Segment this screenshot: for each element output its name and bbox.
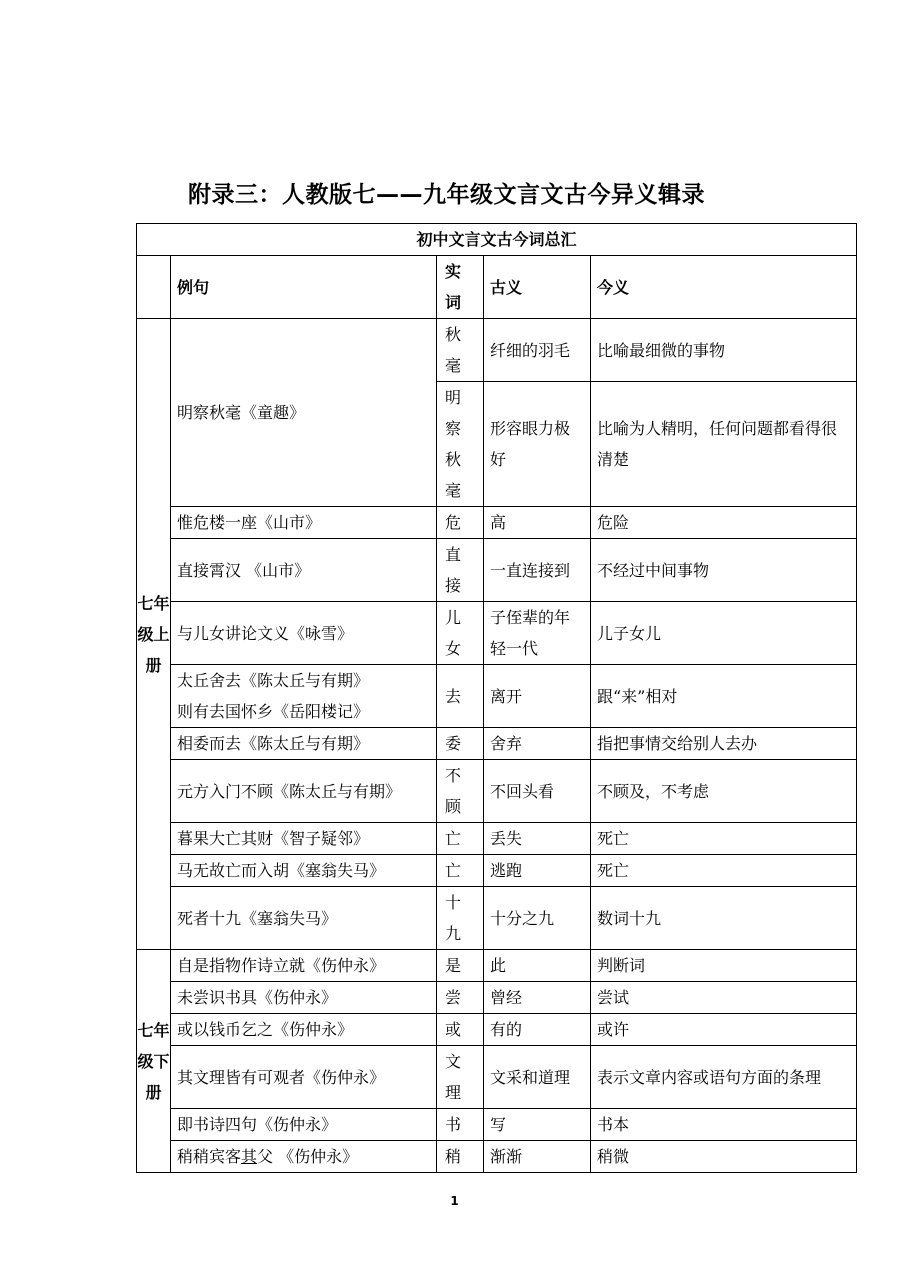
page-title: 附录三：人教版七——九年级文言文古今异义辑录	[188, 182, 705, 208]
ancient-cell: 高	[484, 507, 591, 539]
table-row	[137, 855, 857, 887]
example-cell	[171, 1141, 437, 1173]
word-cell: 儿女	[437, 602, 484, 665]
ancient-cell: 舍弃	[484, 728, 591, 760]
example-cell: 马无故亡而入胡《塞翁失马》	[171, 855, 437, 887]
word-cell: 去	[437, 665, 484, 728]
table-row	[137, 950, 857, 982]
modern-cell: 比喻为人精明，任何问题都看得很清楚	[591, 382, 857, 507]
modern-cell: 尝试	[591, 982, 857, 1014]
word-cell: 危	[437, 507, 484, 539]
word-cell: 或	[437, 1014, 484, 1046]
table-row	[137, 319, 857, 382]
example-cell	[171, 665, 437, 728]
word-cell: 十九	[437, 887, 484, 950]
ancient-cell: 此	[484, 950, 591, 982]
example-cell: 或以钱币乞之《伤仲永》	[171, 1014, 437, 1046]
example-cell: 即书诗四句《伤仲永》	[171, 1109, 437, 1141]
example-text: 稍稍宾客	[177, 1147, 242, 1166]
word-cell: 委	[437, 728, 484, 760]
example-cell: 自是指物作诗立就《伤仲永》	[171, 950, 437, 982]
word-cell: 秋毫	[437, 319, 484, 382]
ancient-cell: 有的	[484, 1014, 591, 1046]
table-row	[137, 1046, 857, 1109]
ancient-cell: 十分之九	[484, 887, 591, 950]
example-cell: 元方入门不顾《陈太丘与有期》	[171, 760, 437, 823]
word-cell: 直接	[437, 539, 484, 602]
ancient-cell: 纤细的羽毛	[484, 319, 591, 382]
word-cell: 尝	[437, 982, 484, 1014]
ancient-cell: 子侄辈的年轻一代	[484, 602, 591, 665]
example-line: 则有去国怀乡《岳阳楼记》	[177, 702, 370, 721]
table-row	[137, 823, 857, 855]
example-cell: 惟危楼一座《山市》	[171, 507, 437, 539]
modern-cell: 判断词	[591, 950, 857, 982]
modern-cell: 或许	[591, 1014, 857, 1046]
example-cell: 与儿女讲论文义《咏雪》	[171, 602, 437, 665]
ancient-cell: 曾经	[484, 982, 591, 1014]
ancient-cell: 文采和道理	[484, 1046, 591, 1109]
word-cell: 不顾	[437, 760, 484, 823]
table-row	[137, 728, 857, 760]
ancient-cell: 渐渐	[484, 1141, 591, 1173]
word-cell: 亡	[437, 823, 484, 855]
ancient-cell: 逃跑	[484, 855, 591, 887]
table-row	[137, 665, 857, 728]
table-row	[137, 507, 857, 539]
table-row	[137, 1014, 857, 1046]
page-number: 1	[450, 1194, 459, 1208]
table-row	[137, 887, 857, 950]
ancient-cell: 写	[484, 1109, 591, 1141]
underlined-word: 其	[241, 1147, 258, 1166]
table-row	[137, 602, 857, 665]
example-cell: 直接霄汉 《山市》	[171, 539, 437, 602]
example-text: 父 《伤仲永》	[257, 1147, 359, 1166]
header-example: 例句	[171, 256, 437, 319]
modern-cell: 表示文章内容或语句方面的条理	[591, 1046, 857, 1109]
word-cell: 稍	[437, 1141, 484, 1173]
vocab-table	[136, 223, 857, 1173]
example-cell: 明察秋毫《童趣》	[171, 319, 437, 507]
example-line: 太丘舍去《陈太丘与有期》	[177, 671, 370, 690]
ancient-cell: 离开	[484, 665, 591, 728]
header-blank	[137, 256, 171, 319]
header-ancient: 古义	[484, 256, 591, 319]
modern-cell: 书本	[591, 1109, 857, 1141]
modern-cell: 死亡	[591, 823, 857, 855]
word-cell: 是	[437, 950, 484, 982]
modern-cell: 儿子女儿	[591, 602, 857, 665]
modern-cell: 不顾及，不考虑	[591, 760, 857, 823]
word-cell: 亡	[437, 855, 484, 887]
ancient-cell: 形容眼力极好	[484, 382, 591, 507]
ancient-cell: 不回头看	[484, 760, 591, 823]
table-row	[137, 1109, 857, 1141]
example-cell: 死者十九《塞翁失马》	[171, 887, 437, 950]
modern-cell: 比喻最细微的事物	[591, 319, 857, 382]
modern-cell: 不经过中间事物	[591, 539, 857, 602]
table-row	[137, 982, 857, 1014]
table-caption: 初中文言文古今词总汇	[137, 224, 857, 256]
example-cell: 未尝识书具《伤仲永》	[171, 982, 437, 1014]
modern-cell: 数词十九	[591, 887, 857, 950]
header-modern: 今义	[591, 256, 857, 319]
word-cell: 书	[437, 1109, 484, 1141]
table-row	[137, 760, 857, 823]
ancient-cell: 一直连接到	[484, 539, 591, 602]
modern-cell: 危险	[591, 507, 857, 539]
example-cell: 相委而去《陈太丘与有期》	[171, 728, 437, 760]
ancient-cell: 丢失	[484, 823, 591, 855]
modern-cell: 死亡	[591, 855, 857, 887]
table-row	[137, 539, 857, 602]
example-cell: 其文理皆有可观者《伤仲永》	[171, 1046, 437, 1109]
word-cell: 明察秋毫	[437, 382, 484, 507]
grade-label-7a: 七年级上册	[137, 319, 171, 950]
header-word: 实词	[437, 256, 484, 319]
example-cell: 暮果大亡其财《智子疑邻》	[171, 823, 437, 855]
modern-cell: 稍微	[591, 1141, 857, 1173]
modern-cell: 指把事情交给别人去办	[591, 728, 857, 760]
grade-label-7b: 七年级下册	[137, 950, 171, 1173]
table-row	[137, 1141, 857, 1173]
modern-cell: 跟“来”相对	[591, 665, 857, 728]
word-cell: 文理	[437, 1046, 484, 1109]
